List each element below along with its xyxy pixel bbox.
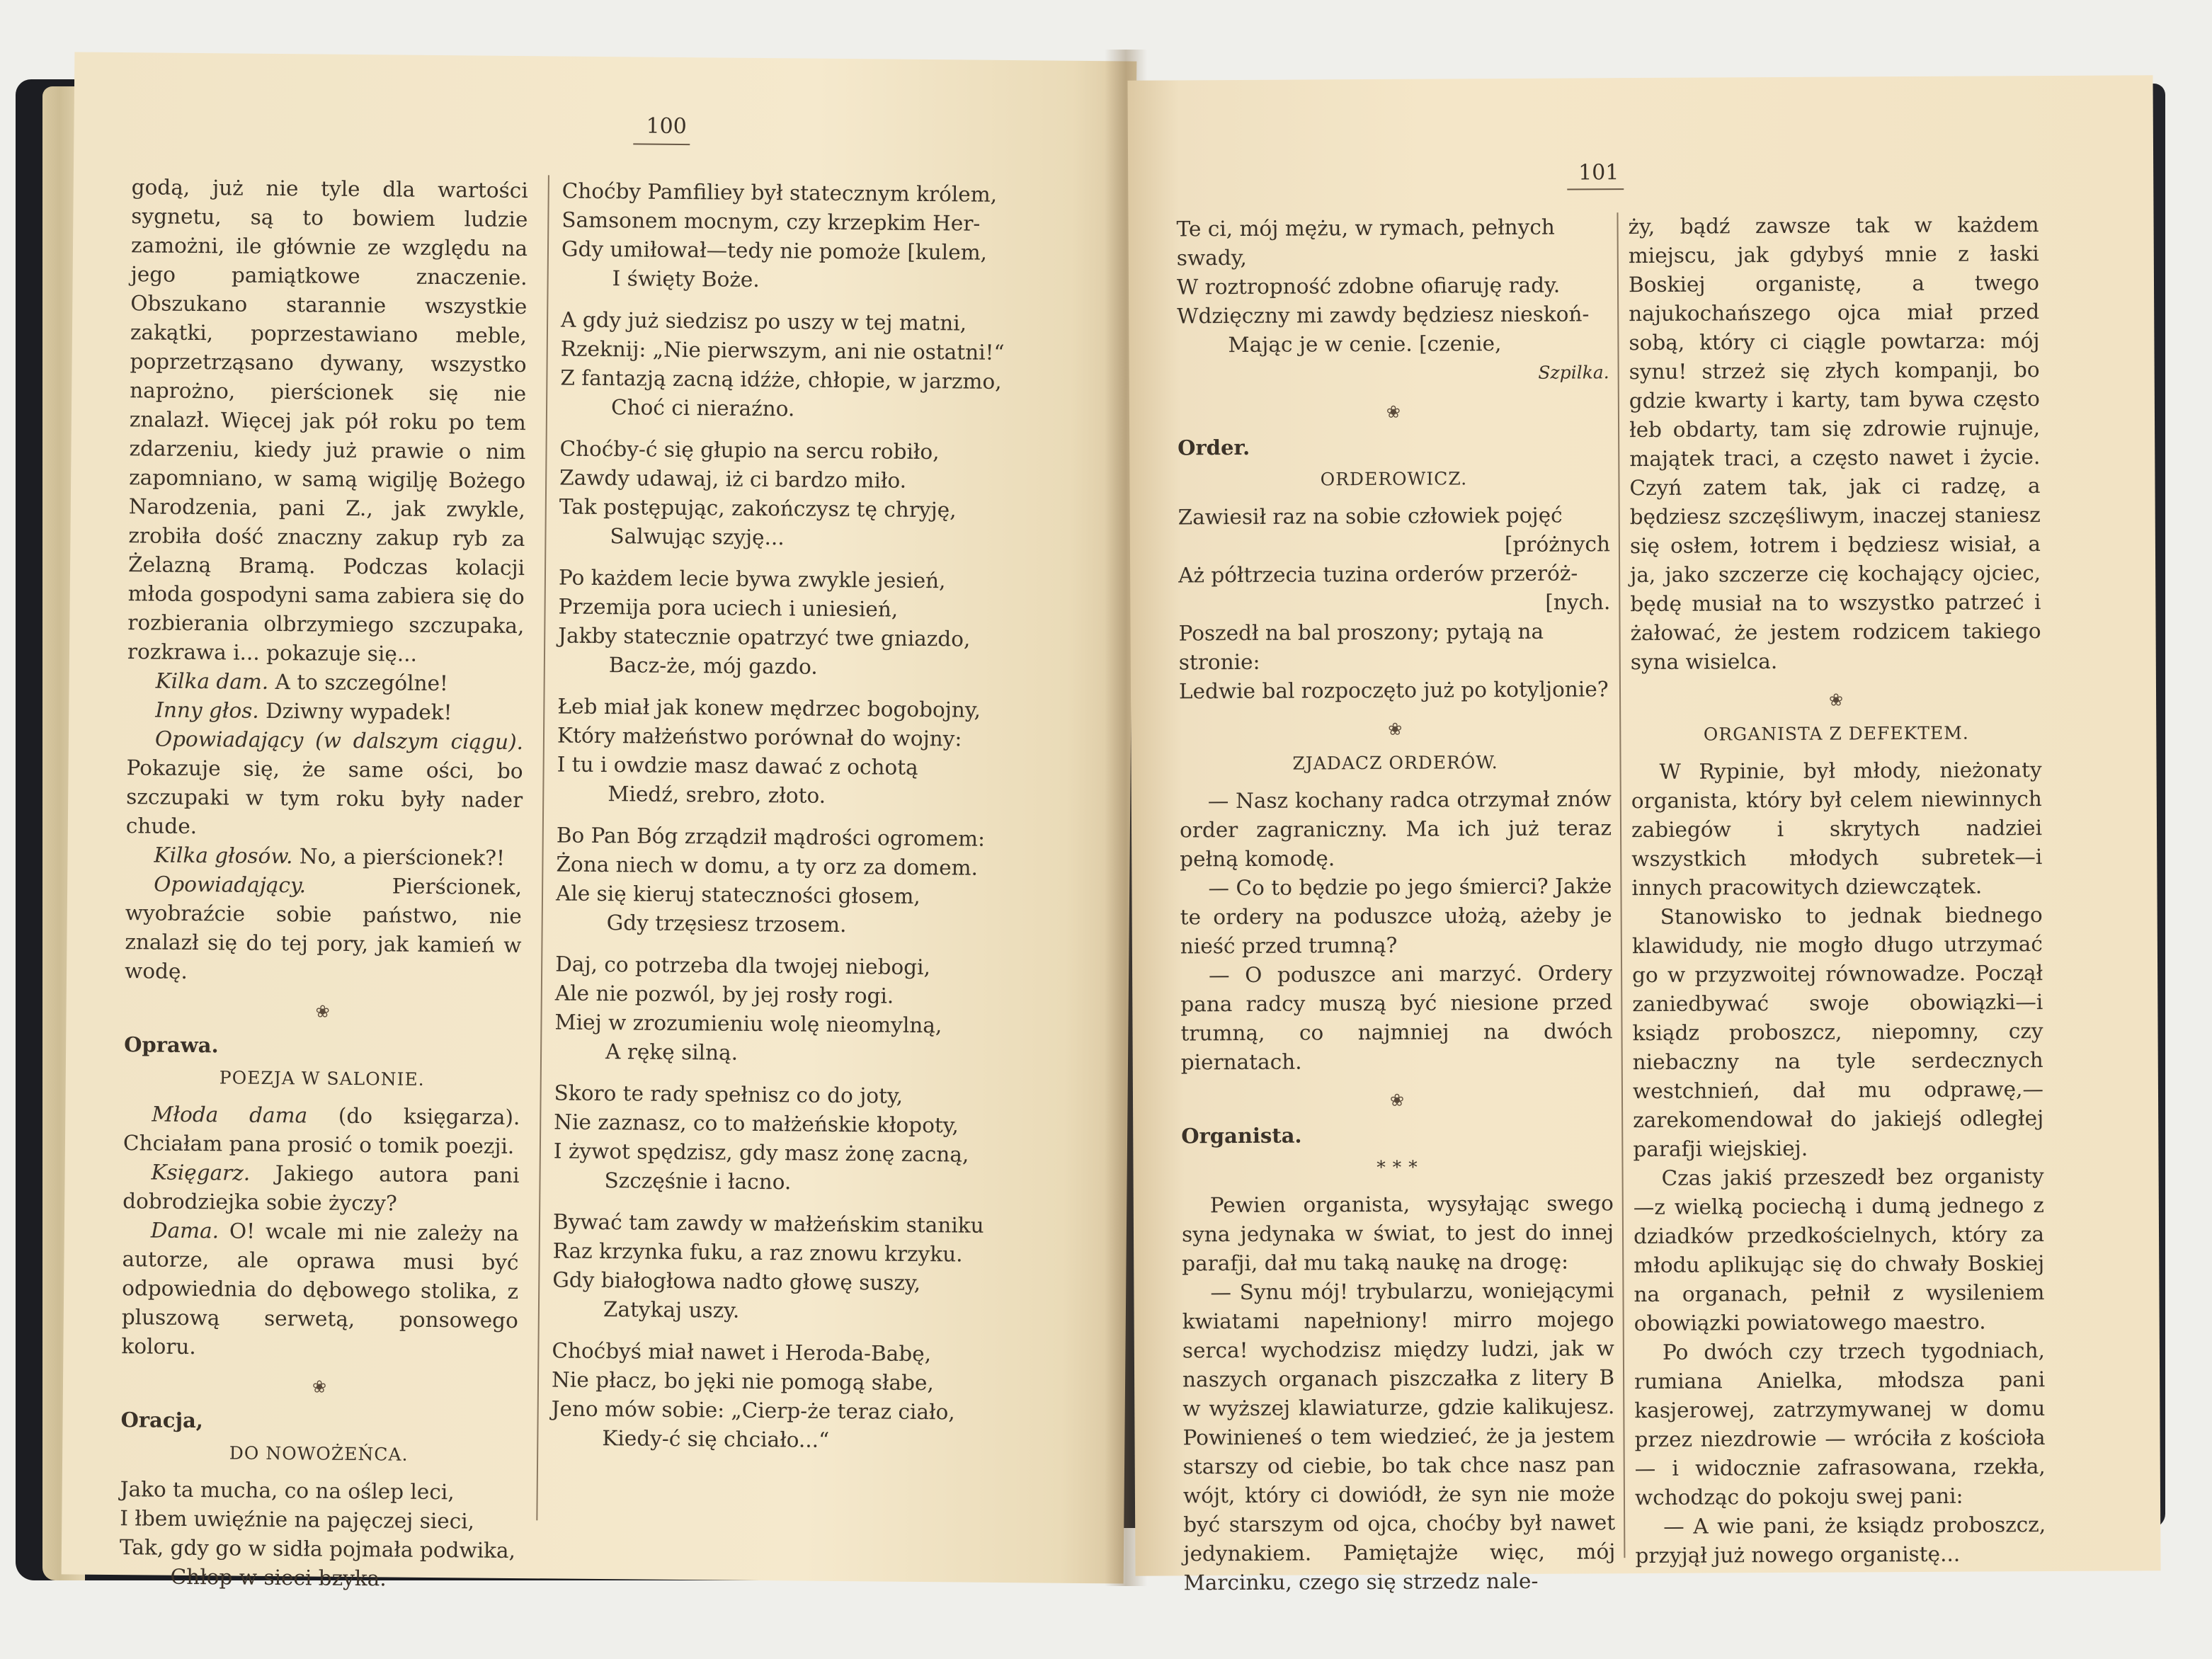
verse-line: Ledwie bal rozpoczęto już po kotyljonie? xyxy=(1178,677,1609,704)
verse-line: Z fantazją zacną idźże, chłopie, w jarzmo, xyxy=(560,365,1002,394)
verse-line: [próżnych xyxy=(1504,532,1611,557)
stanza xyxy=(557,692,1010,812)
section-heading: Organista. xyxy=(1181,1123,1302,1148)
section-title: DO NOWOŻEŃCA. xyxy=(229,1442,409,1465)
verse-line: Aż półtrzecia tuzina orderów przeróż- xyxy=(1178,561,1578,588)
verse-line: Chłop w sieci bzyka. xyxy=(170,1564,387,1591)
section-title: ORGANISTA Z DEFEKTEM. xyxy=(1703,722,1969,745)
asterism: * * * xyxy=(1376,1156,1418,1178)
verse-line: A rękę silną. xyxy=(605,1039,739,1065)
stanza xyxy=(559,434,1013,554)
verse-line: W roztropność zdobne ofiaruję rady. xyxy=(1176,273,1561,300)
verse-line: Po każdem lecie bywa zwykle jesień, xyxy=(558,565,946,593)
ornament-icon: ❀ xyxy=(1828,690,1844,710)
author-signature: Szpilka. xyxy=(1538,362,1609,383)
dialogue-line: Księgarz. Jakiego autora pani dobrodziejka sobie życzy? xyxy=(122,1160,520,1216)
section-heading: Order. xyxy=(1178,435,1250,460)
stanza xyxy=(554,950,1008,1070)
stanza xyxy=(561,177,1015,297)
verse-line: Kiedy-ć się chciało...“ xyxy=(602,1426,830,1452)
stanza xyxy=(553,1078,1007,1199)
page-number-left: 100 xyxy=(646,113,687,139)
verse-line: Nie płacz, bo jęki nie pomogą słabe, xyxy=(551,1367,934,1396)
verse-line: Zawdy udawaj, iż ci bardzo miło. xyxy=(559,465,907,493)
section-heading: Oracja, xyxy=(120,1408,204,1433)
ornament-icon: ❀ xyxy=(1386,401,1401,422)
paragraph: — O poduszce ani marzyć. Ordery pana radcy muszą być niesione przed trumną, co najmniej na dwóch piernatach. xyxy=(1180,961,1613,1075)
paragraph: ży, bądź zawsze tak w każdem miejscu, jak gdybyś mnie z łaski Boskiej organistę, a twego najukochańszego ojca miał przed sobą, który ci ciągle powtarza: mój synu! strzeż się złych kompanji, bo gdzie kwarty i karty, tam bywa często łeb obdarty, tam się zdrowie rujnuje, majątek traci, a często nawet i życie. Czyń zatem tak, jak ci radzę, a będziesz szczęśliwym, inaczej staniesz się osłem, łotrem i będziesz wisiał, a ja, jako szczerze cię kochający ojciec, będę musiał na to wszystko patrzeć i żałować, że jestem rodzicem takiego syna wisielca. xyxy=(1628,212,2041,675)
verse-line: Gdy trzęsiesz trzosem. xyxy=(606,911,847,937)
dialogue-line: Opowiadający (w dalszym ciągu). Pokazuje się, że same ości, bo szczupaki w tym roku były nader chude. xyxy=(125,726,524,839)
verse-line: I święty Boże. xyxy=(612,266,760,292)
verse-line: Choćbyś miał nawet i Heroda-Babę, xyxy=(552,1338,932,1367)
section-title: ZJADACZ ORDERÓW. xyxy=(1292,752,1498,774)
paragraph: — A wie pani, że ksiądz proboszcz, przyjął już nowego organistę... xyxy=(1635,1512,2046,1568)
ornament-icon: ❀ xyxy=(312,1376,327,1397)
paragraph: Po dwóch czy trzech tygodniach, rumiana Anielka, młodsza pani kasjerowej, zatrzymywanej w domu przez niezdrowie — wróciła z kościoła — i widocznie zafrasowana, rzekła, wchodząc do pokoju swej pani: xyxy=(1634,1338,2046,1510)
section-heading: Oprawa. xyxy=(124,1032,219,1058)
paragraph: Pewien organista, wysyłając swego syna jedynaka w świat, to jest do innej parafji, dał mu taką naukę na drogę: xyxy=(1181,1191,1614,1276)
verse-line: Który małżeństwo porównał do wojny: xyxy=(557,723,962,751)
column-rule xyxy=(536,175,549,1520)
paragraph: W Rypinie, był młody, nieżonaty organista, który był celem niewinnych zabiegów i skrytych nadziei wszystkich młodych subretek—i innych pracowitych dziewczątek. xyxy=(1631,758,2043,901)
verse-line: [nych. xyxy=(1545,590,1611,615)
verse-line: Jeno mów sobie: „Cierp-że teraz ciało, xyxy=(551,1396,955,1425)
verse-line: A gdy już siedzisz po uszy w tej matni, xyxy=(560,307,967,336)
verse-line: Łeb miał jak konew mędrzec bogobojny, xyxy=(557,694,981,722)
dialogue-line: Inny głos. Dziwny wypadek! xyxy=(155,697,452,725)
column-rule xyxy=(1617,212,1625,1558)
left-column-1 xyxy=(119,173,528,1595)
right-page xyxy=(1127,75,2160,1595)
verse-line: Miej w zrozumieniu wolę nieomylną, xyxy=(554,1010,942,1038)
left-column-2 xyxy=(551,177,1015,1470)
verse-line: Gdy białogłowa nadto głowę suszy, xyxy=(552,1267,921,1295)
ornament-icon: ❀ xyxy=(315,1001,330,1022)
paragraph: — Co to będzie po jego śmierci? Jakże te ordery na poduszce ułożą, ażeby je nieść przed trumną? xyxy=(1180,874,1612,959)
stanza xyxy=(558,563,1012,683)
verse-line: Bacz-że, mój gazdo. xyxy=(608,653,818,679)
verse-line: Rzeknij: „Nie pierwszym, ani nie ostatni!“ xyxy=(560,336,1005,365)
verse-line: Ale nie pozwól, by jej rosły rogi. xyxy=(554,981,894,1008)
page-number-rule xyxy=(1567,188,1624,190)
left-page xyxy=(62,52,1137,1591)
dialogue-line: Opowiadający. Pierścionek, wyobraźcie sobie państwo, nie znalazł się do tej pory, jak kamień w wodę. xyxy=(124,872,523,984)
dialogue-line: Dama. O! wcale mi nie zależy na autorze, ale oprawa musi być odpowiednia do dębowego stolika, z pluszową serwetą, ponsowego koloru. xyxy=(121,1218,520,1359)
verse-line: Tak postępując, zakończysz tę chryję, xyxy=(559,494,957,523)
verse-line: Miedź, srebro, złoto. xyxy=(608,782,826,808)
section-title: POEZJA W SALONIE. xyxy=(219,1067,425,1090)
verse-line: Zawiesił raz na sobie człowiek pojęć xyxy=(1178,503,1563,530)
stanza xyxy=(552,1207,1006,1328)
verse-line: Raz krzynka fuku, a raz znowu krzyku. xyxy=(552,1238,963,1267)
verse-line: Gdy umiłował—tedy nie pomoże [kulem, xyxy=(561,236,988,265)
verse-line: Bo Pan Bóg zrządził mądrości ogromem: xyxy=(556,823,986,851)
paragraph: godą, już nie tyle dla wartości sygnetu, są to bowiem ludzie zamożni, ile głównie ze względu na jego pamiątkowe znaczenie. Obszukano starannie wszystkie zakątki, poprzestawiano meble, poprzetrząsano dywany, wszystko naprożno, pierścionek się nie znalazł. Więcej jak pół roku po tem zdarzeniu, kiedy już prawie o nim zapomniano, w samą wigilję Bożego Narodzenia, pani Z., jak zwykle, zrobiła dość znaczny zakup ryb za Żelazną Bramą. Podczas kolacji młoda gospodyni sama zabiera się do rozbierania olbrzymiego szczupaka, rozkrawa i... pokazuje się... xyxy=(127,175,528,666)
stanza xyxy=(551,1336,1005,1456)
verse-line: Te ci, mój mężu, w rymach, pełnych swady, xyxy=(1176,215,1555,270)
verse-line: Bywać tam zawdy w małżeńskim staniku xyxy=(552,1209,984,1238)
verse-line: Nie zaznasz, co to małżeńskie kłopoty, xyxy=(554,1110,959,1138)
verse-line: Zatykaj uszy. xyxy=(603,1297,740,1323)
verse-line: Przemija pora uciech i uniesień, xyxy=(558,594,899,622)
verse-line: Skoro te rady spełnisz co do joty, xyxy=(554,1081,903,1108)
paragraph: — Synu mój! trybularzu, woniejącymi kwiatami napełniony! mirro mojego serca! wychodzisz między ludzi, jak w naszych organach piszczałka z litery B w wyższej klawiaturze, gdzie kalikujesz. Powinieneś o tem wiedzieć, że ja jestem starszy od ciebie, bo tak chce nasz pan wójt, który ci dowiódł, że syn nie może być starszym od ojca, choćby był nawet jedynakiem. Pamiętajże więc, mój Marcinku, czego się strzedz nale- xyxy=(1182,1278,1616,1595)
page-number-right: 101 xyxy=(1578,160,1619,186)
verse-line: Choć ci nieraźno. xyxy=(610,395,795,421)
paragraph: Stanowisko to jednak biednego klawidudy, nie mogło długo utrzymać go w przyzwoitej równowadze. Począł zaniedbywać swoje obowiązki—i ksiądz proboszcz, niepomny, czy niebaczny na tyle serdecznych westchnień, dał mu odprawę,—zarekomendował do jakiejś odległej parafji wiejskiej. xyxy=(1631,903,2044,1162)
verse-line: Tak, gdy go w sidła pojmała podwika, xyxy=(119,1535,516,1563)
verse-line: Choćby Pamfiliey był statecznym królem, xyxy=(561,178,998,207)
verse-line: Poszedł na bal proszony; pytają na stronie: xyxy=(1178,619,1544,675)
paragraph: — Nasz kochany radca otrzymał znów order zagraniczny. Ma ich już teraz pełną komodę. xyxy=(1179,787,1612,872)
right-column-2 xyxy=(1628,210,2046,1570)
verse-line: Jakby statecznie opatrzyć twe gniazdo, xyxy=(558,623,971,651)
verse-line: Mając je w cenie. [czenie, xyxy=(1228,331,1502,358)
dialogue-line: Kilka dam. A to szczególne! xyxy=(155,668,449,696)
ornament-icon: ❀ xyxy=(1389,1090,1405,1110)
verse-line: Ale się kieruj stateczności głosem, xyxy=(555,881,920,908)
verse-line: Salwując szyję... xyxy=(610,524,785,550)
section-title: ORDEROWICZ. xyxy=(1320,468,1468,490)
verse-line: Żona niech w domu, a ty orz za domem. xyxy=(556,852,979,880)
page-number-rule xyxy=(633,143,690,145)
ornament-icon: ❀ xyxy=(1388,719,1403,739)
stanza xyxy=(556,821,1010,941)
verse-line: Szczęśnie i łacno. xyxy=(604,1168,792,1195)
verse-line: Wdzięczny mi zawdy będziesz nieskoń- xyxy=(1177,302,1590,329)
right-column-1 xyxy=(1176,212,1615,1597)
verse-line: I łbem uwięźnie na pajęczej sieci, xyxy=(120,1506,475,1534)
paragraph: Czas jakiś przeszedł bez organisty—z wielką pociechą i dumą jednego z dziadków przedkościelnych, który za młodu aplikując się do chwały Boskiej na organach, pełnił z wysileniem obowiązki powiatowego maestro. xyxy=(1633,1164,2045,1336)
verse-line: Samsonem mocnym, czy krzepkim Her- xyxy=(561,207,981,236)
dialogue-line: Kilka głosów. No, a pierścionek?! xyxy=(154,843,506,870)
verse-line: I tu i owdzie masz dawać z ochotą xyxy=(557,752,918,780)
dialogue-line: Młoda dama (do księgarza). Chciałam pana prosić o tomik poezji. xyxy=(122,1102,520,1158)
verse-line: Choćby-ć się głupio na sercu robiło, xyxy=(559,436,940,464)
verse-line: I żywot spędzisz, gdy masz żonę zacną, xyxy=(553,1139,969,1167)
stanza xyxy=(560,306,1014,426)
verse-line: Jako ta mucha, co na oślep leci, xyxy=(120,1477,455,1505)
verse-line: Daj, co potrzeba dla twojej niebogi, xyxy=(555,952,931,980)
